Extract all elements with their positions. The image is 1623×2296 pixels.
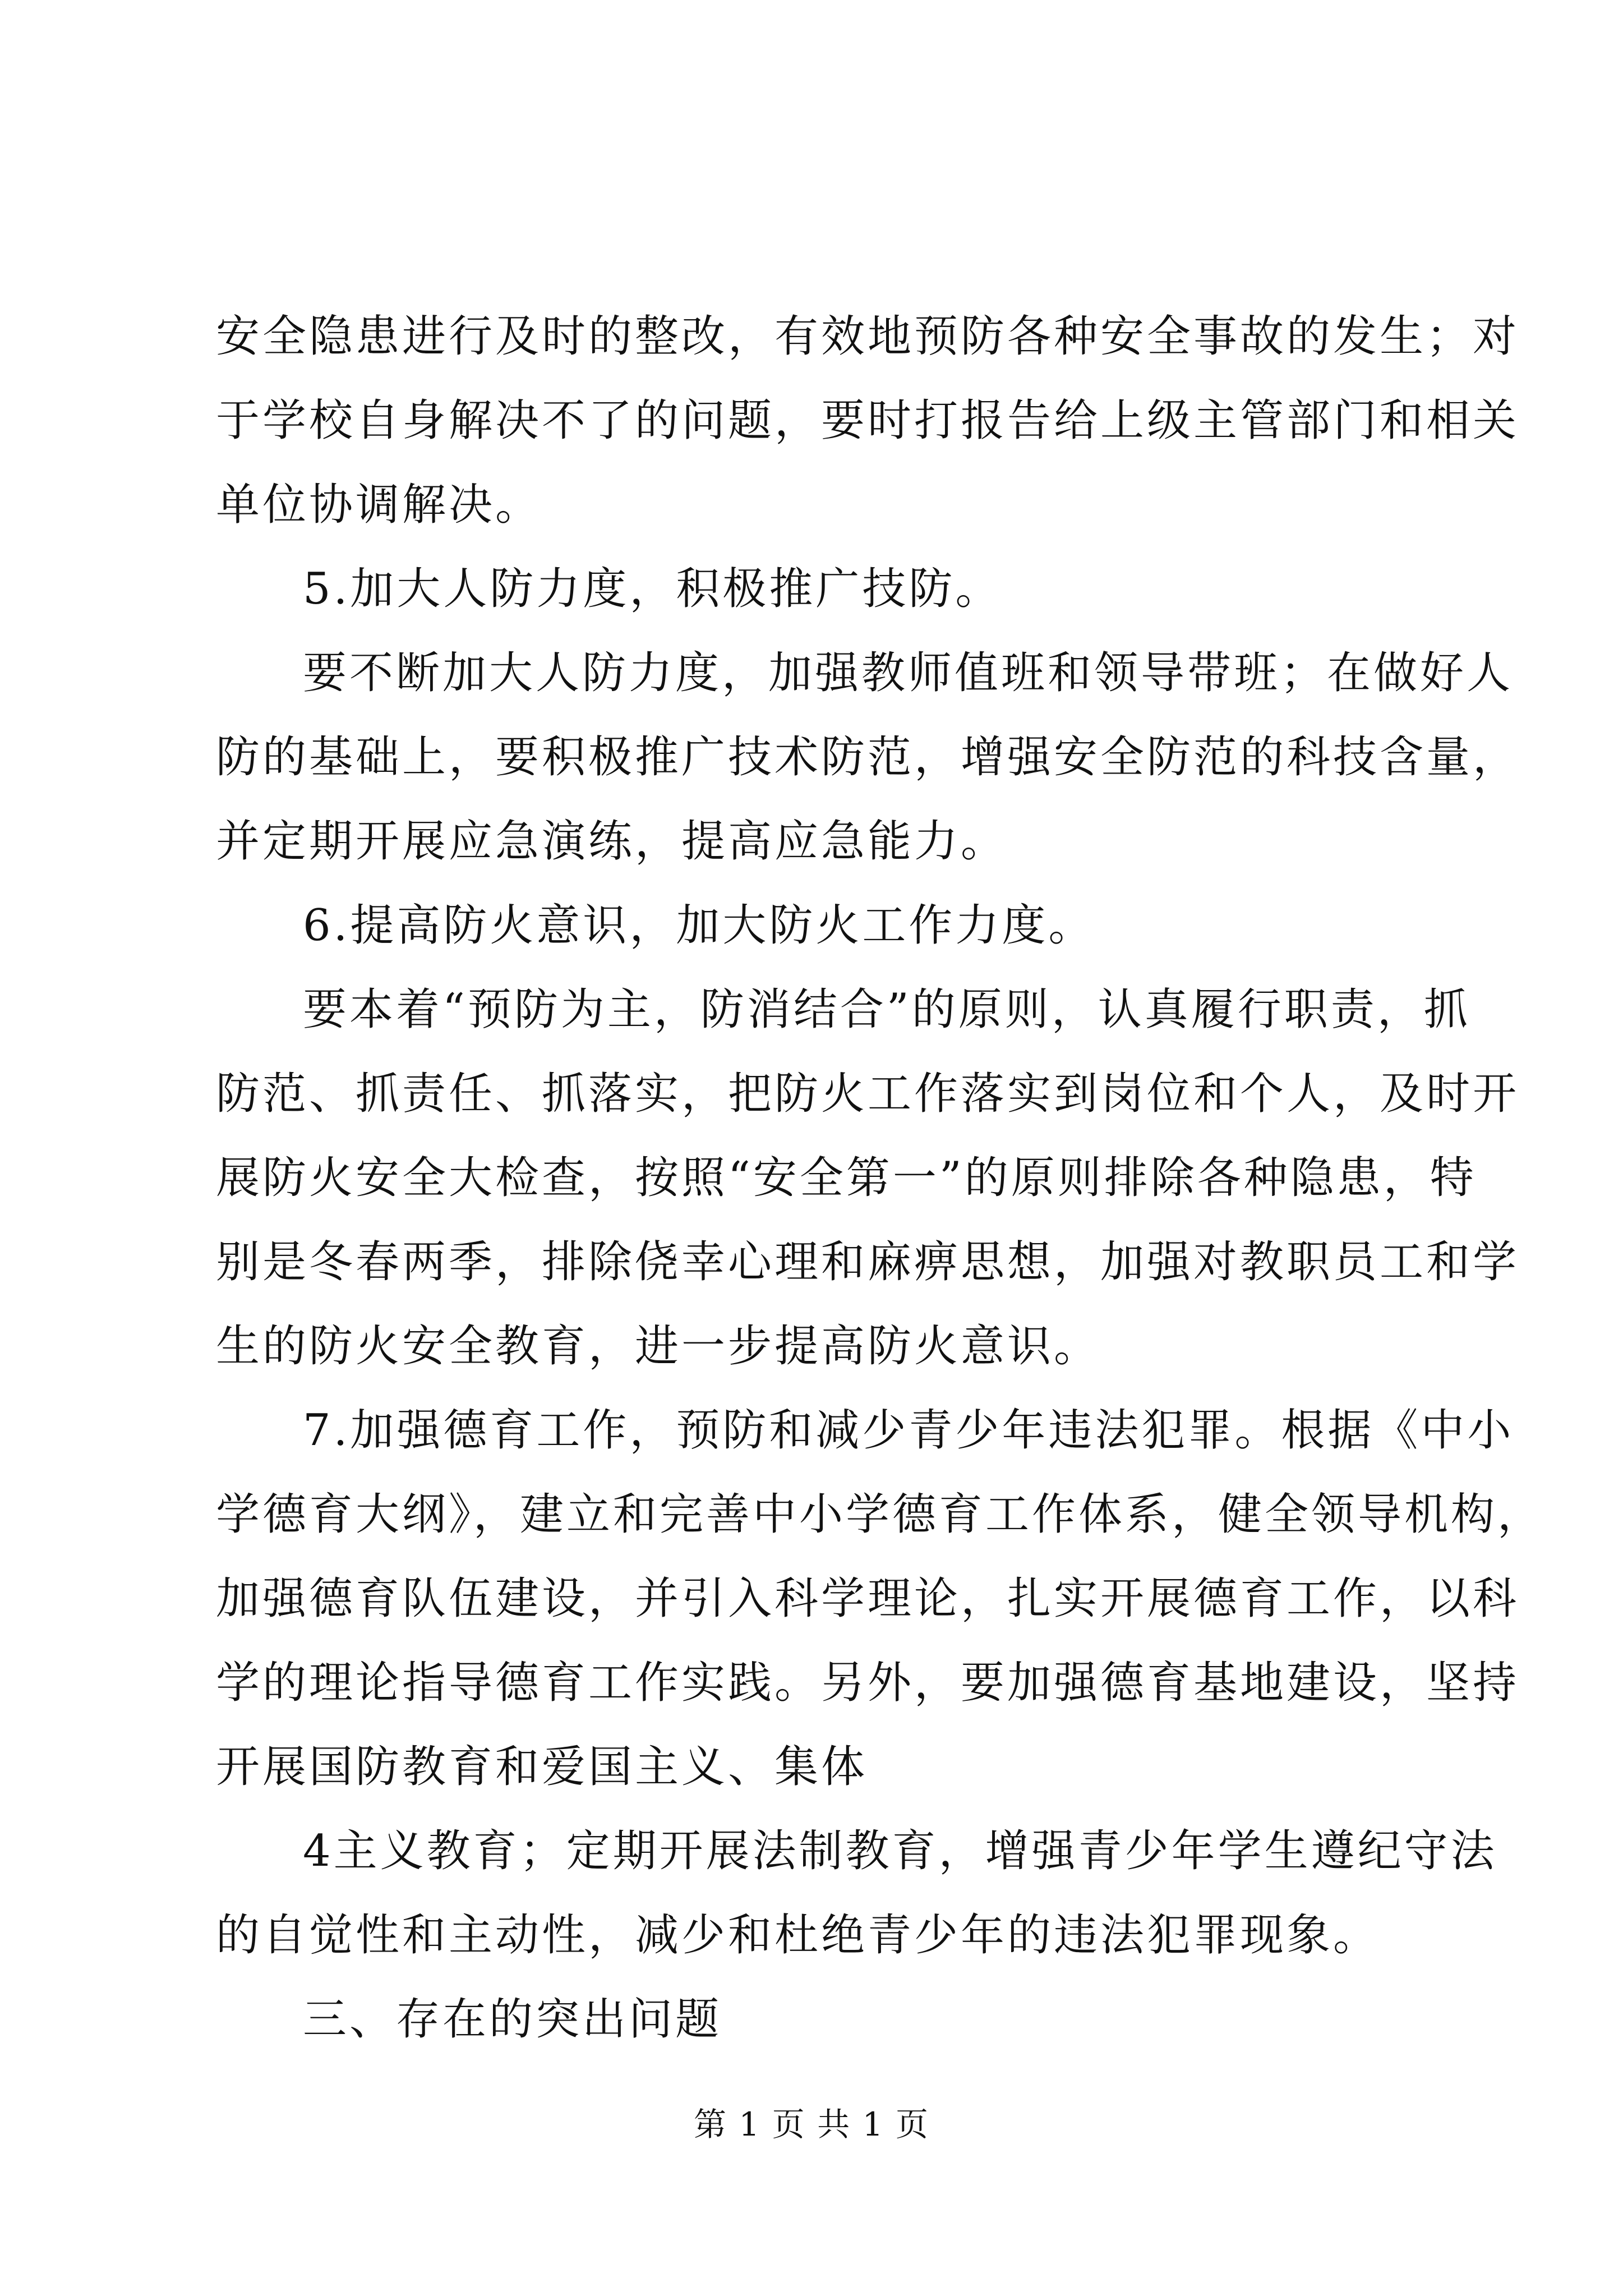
body-text-line: 学的理论指导德育工作实践。另外，要加强德育基地建设，坚持 (216, 1658, 1520, 1708)
body-text-line: 展防火安全大检查，按照“安全第一”的原则排除各种隐患，特 (216, 1153, 1477, 1203)
body-text-line: 要本着“预防为主，防消结合”的原则，认真履行职责，抓 (303, 984, 1470, 1035)
body-text-line: 安全隐患进行及时的整改，有效地预防各种安全事故的发生；对 (216, 311, 1520, 362)
section-heading-7: 7.加强德育工作，预防和减少青少年违法犯罪。根据《中小 (303, 1405, 1514, 1456)
body-text-line: 4主义教育；定期开展法制教育，增强青少年学生遵纪守法 (303, 1826, 1497, 1876)
section-heading-3: 三、存在的突出问题 (303, 1994, 722, 2045)
body-text-line: 开展国防教育和爱国主义、集体 (216, 1742, 868, 1792)
body-text-line: 的自觉性和主动性，减少和杜绝青少年的违法犯罪现象。 (216, 1910, 1380, 1961)
section-heading-6: 6.提高防火意识，加大防火工作力度。 (303, 900, 1095, 951)
section-heading-5: 5.加大人防力度，积极推广技防。 (303, 564, 1002, 614)
body-text-line: 单位协调解决。 (216, 480, 542, 530)
body-text-line: 生的防火安全教育，进一步提高防火意识。 (216, 1321, 1101, 1372)
body-text-line: 防的基础上，要积极推广技术防范，增强安全防范的科技含量， (216, 732, 1520, 783)
page-number-footer: 第 1 页 共 1 页 (694, 2105, 929, 2143)
body-text-line: 加强德育队伍建设，并引入科学理论，扎实开展德育工作，以科 (216, 1573, 1520, 1624)
body-text-line: 别是冬春两季，排除侥幸心理和麻痹思想，加强对教职员工和学 (216, 1237, 1520, 1287)
body-text-line: 学德育大纲》，建立和完善中小学德育工作体系，健全领导机构， (216, 1489, 1544, 1540)
body-text-line: 并定期开展应急演练，提高应急能力。 (216, 816, 1008, 867)
body-text-line: 于学校自身解决不了的问题，要时打报告给上级主管部门和相关 (216, 395, 1520, 446)
body-text-line: 防范、抓责任、抓落实，把防火工作落实到岗位和个人，及时开 (216, 1069, 1520, 1119)
body-text-line: 要不断加大人防力度，加强教师值班和领导带班；在做好人 (303, 648, 1514, 698)
